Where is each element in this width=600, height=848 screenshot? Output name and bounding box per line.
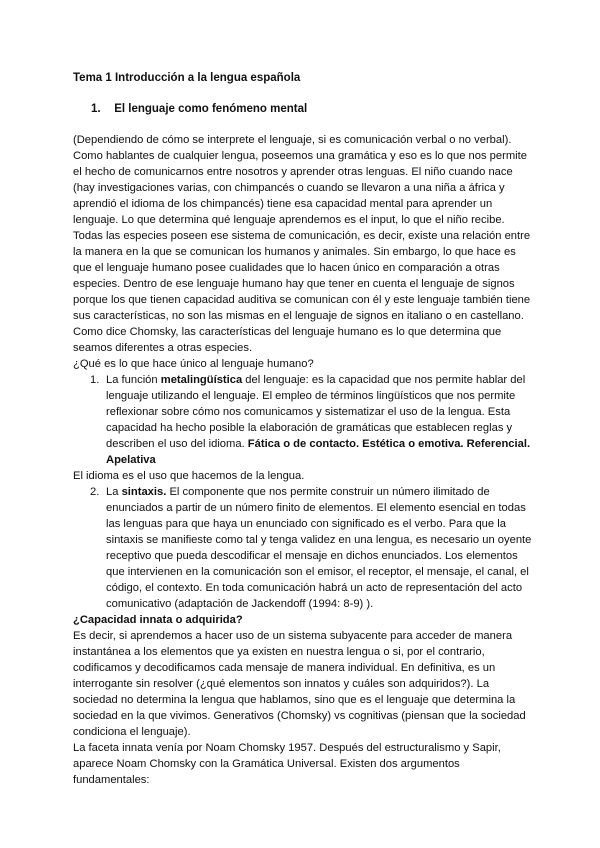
section-heading bbox=[91, 103, 307, 115]
list-item-number: 1. bbox=[90, 374, 100, 386]
paragraph-chomsky: La faceta innata venía por Noam Chomsky 1957. Después del estructuralismo y Sapir, aparece Noam Chomsky con la Gramática Universal. Existen dos argumentos fundamentales: bbox=[73, 742, 501, 786]
bold-term: metalingüística bbox=[160, 374, 243, 386]
bold-functions: Fática o de contacto. Estética o emotiva. Referencial. Apelativa bbox=[106, 438, 531, 466]
list-item-text: La función bbox=[106, 374, 161, 386]
list-item-text: El componente que nos permite construir un número ilimitado de enunciados a partir de un número finito de elementos. El elemento esencial en todas las lenguas para que haya un enunciado con significado es el verbo. Para que la sintaxis se manifieste como tal y tenga validez en una lengua, es necesario un oyente receptivo que pueda descodificar el mensaje en dichos enunciados. Los elementos que intervienen en la comunicación son el emisor, el receptor, el mensaje, el canal, el código, el contexto. En toda comunicación habrá un acto de representación del acto comunicativo (adaptación de Jackendoff (1994: 8-9) ). bbox=[106, 486, 532, 610]
paragraph-innate: Es decir, si aprendemos a hacer uso de un sistema subyacente para acceder de manera instantánea a los elementos que ya existen en nuestra lengua o si, por el contrario, codificamos y decodificamos cada mensaje de manera individual. En definitiva, es un interrogante sin resolver (¿qué elementos son innatos y cuáles son adquiridos?). La sociedad no determina la lengua que hablamos, sino que es el lenguaje que determina la sociedad en la que vivimos. Generativos (Chomsky) vs cognitivas (piensan que la sociedad condiciona el lenguaje). bbox=[73, 630, 526, 738]
section-heading-text: El lenguaje como fenómeno mental bbox=[114, 103, 308, 115]
bold-term: sintaxis. bbox=[121, 486, 167, 498]
subheading bbox=[73, 612, 533, 628]
subheading-text: ¿Capacidad innata o adquirida? bbox=[73, 614, 243, 626]
question-paragraph: ¿Qué es lo que hace único al lenguaje humano? bbox=[73, 358, 314, 370]
list-item-number: 2. bbox=[90, 486, 100, 498]
document-body bbox=[73, 132, 533, 788]
list-item-2 bbox=[73, 484, 533, 612]
intro-paragraph: (Dependiendo de cómo se interprete el lenguaje, si es comunicación verbal o no verbal). Como hablantes de cualquier lengua, poseemos una gramática y eso es lo que nos permite el hecho de comunicarnos entre nosotros y aprender otras lenguas. El niño cuando nace (hay investigaciones varias, con chimpancés o cuando se llevaron a una niña a áfrica y aprendió el idioma de los chimpancés) tiene esa capacidad mental para aprender un lenguaje. Lo que determina qué lenguaje aprendemos es el input, lo que el niño recibe. Todas las especies poseen ese sistema de comunicación, es decir, existe una relación entre la manera en la que se comunican los humanos y animales. Sin embargo, lo que hace es que el lenguaje humano posee cualidades que lo hacen único en comparación a otras especies. Dentro de ese lenguaje humano hay que tener en cuenta el lenguaje de signos porque los que tienen capacidad auditiva se comunican con él y este lenguaje también tiene sus características, no son las mismas en el lenguaje de signos en italiano o en castellano. Como dice Chomsky, las características del lenguaje humano es lo que determina que seamos diferentes a otras especies. bbox=[73, 134, 531, 354]
list-item-1 bbox=[73, 372, 533, 468]
list-item-text: del lenguaje: es la capacidad que nos permite hablar del lenguaje utilizando el lenguaje. El empleo de términos lingüísticos que nos permite reflexionar sobre cómo nos comunicamos y sistematizar el uso de la lengua. Esta capacidad ha hecho posible la elaboración de gramáticas que establecen reglas y describen el uso del idioma. bbox=[106, 374, 526, 450]
list-item-text: La bbox=[106, 486, 122, 498]
section-number: 1. bbox=[91, 103, 101, 115]
between-paragraph: El idioma es el uso que hacemos de la lengua. bbox=[73, 470, 305, 482]
document-title: Tema 1 Introducción a la lengua española bbox=[73, 72, 301, 84]
